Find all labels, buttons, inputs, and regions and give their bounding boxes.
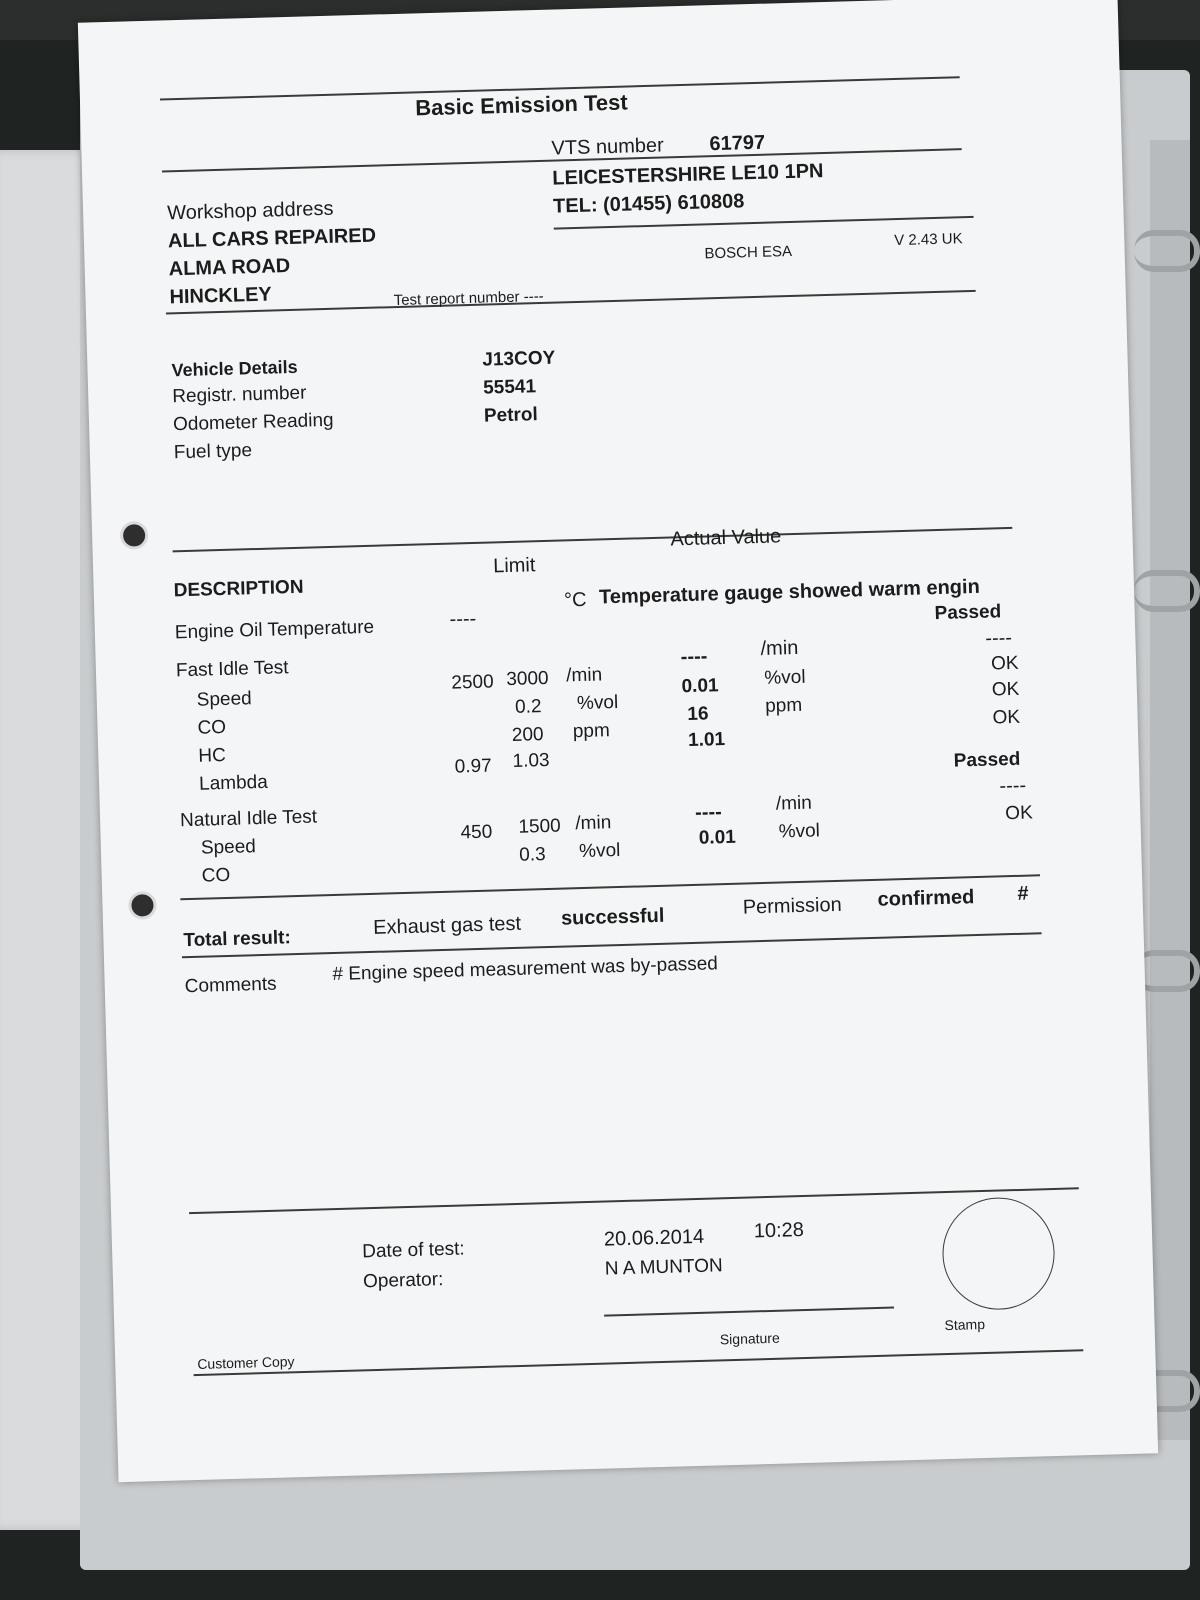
fast-speed-result: OK xyxy=(990,652,1019,675)
lambda-max: 1.03 xyxy=(512,749,550,772)
address-county-postcode: LEICESTERSHIRE LE10 1PN xyxy=(552,160,824,190)
fast-speed-max: 3000 xyxy=(506,667,549,691)
natural-speed-unit: /min xyxy=(575,812,612,835)
natural-idle-result-dash: ---- xyxy=(999,774,1027,798)
signature-line xyxy=(604,1307,894,1317)
software-version: V 2.43 UK xyxy=(893,230,963,250)
lambda-label: Lambda xyxy=(198,771,269,795)
device-name: BOSCH ESA xyxy=(704,242,793,263)
fast-co-result: OK xyxy=(991,678,1020,701)
oil-temperature-label: Engine Oil Temperature xyxy=(174,616,375,644)
natural-speed-actual-unit: /min xyxy=(775,792,813,815)
address-telephone: TEL: (01455) 610808 xyxy=(552,190,745,218)
odometer-value: 55541 xyxy=(482,376,537,399)
punch-hole xyxy=(128,891,157,920)
comments-label: Comments xyxy=(184,973,277,998)
fast-idle-label: Fast Idle Test xyxy=(175,657,289,682)
registration-value: J13COY xyxy=(482,347,556,371)
fast-hc-actual-unit: ppm xyxy=(764,694,803,717)
workshop-name: ALL CARS REPAIRED xyxy=(167,224,377,253)
natural-co-label: CO xyxy=(201,864,231,887)
rule xyxy=(194,1349,1084,1375)
natural-idle-label: Natural Idle Test xyxy=(179,806,318,832)
fast-speed-min: 2500 xyxy=(451,671,494,694)
customer-copy-label: Customer Copy xyxy=(197,1353,295,1372)
binder-ring-top xyxy=(1134,230,1200,272)
test-date: 20.06.2014 xyxy=(603,1225,705,1251)
fast-hc-label: HC xyxy=(198,744,227,767)
fast-speed-label: Speed xyxy=(196,688,253,711)
odometer-label: Odometer Reading xyxy=(172,409,334,436)
fast-idle-actual-dash: ---- xyxy=(680,645,708,669)
fast-hc-limit: 200 xyxy=(511,724,544,746)
fast-hc-actual: 16 xyxy=(687,703,709,726)
natural-speed-result: OK xyxy=(1004,802,1034,825)
operator-name: N A MUNTON xyxy=(604,1255,723,1280)
fast-co-actual: 0.01 xyxy=(681,675,719,698)
fast-idle-result-dash: ---- xyxy=(985,626,1013,650)
rule xyxy=(189,1187,1079,1213)
date-of-test-label: Date of test: xyxy=(361,1238,465,1263)
oil-temperature-result: Passed xyxy=(934,601,1002,625)
fast-co-unit: %vol xyxy=(576,691,619,715)
oil-temperature-note: Temperature gauge showed warm engin xyxy=(598,575,981,609)
exhaust-test-value: successful xyxy=(560,904,665,930)
natural-speed-min: 450 xyxy=(460,821,493,844)
rule xyxy=(173,527,1013,552)
fast-hc-result: OK xyxy=(992,706,1021,729)
fast-co-actual-unit: %vol xyxy=(764,666,806,689)
column-limit: Limit xyxy=(492,554,536,578)
natural-co-actual-unit: %vol xyxy=(778,820,821,843)
vts-number: 61797 xyxy=(709,131,766,156)
natural-co-limit: 0.3 xyxy=(518,844,546,866)
rule xyxy=(166,287,976,314)
rule xyxy=(554,216,974,229)
workshop-town: HINCKLEY xyxy=(169,283,273,309)
fast-co-limit: 0.2 xyxy=(514,696,542,718)
vts-label: VTS number xyxy=(551,134,665,160)
workshop-label: Workshop address xyxy=(166,197,334,225)
test-time: 10:28 xyxy=(753,1219,805,1243)
fast-hc-unit: ppm xyxy=(572,720,611,743)
natural-speed-label: Speed xyxy=(200,836,257,859)
emission-test-document xyxy=(78,0,1158,1482)
rule xyxy=(182,932,1042,958)
permission-value: confirmed xyxy=(877,886,975,911)
binder-ring-middle xyxy=(1134,570,1200,612)
fast-idle-actual-unit: /min xyxy=(760,636,799,660)
fuel-type-label: Fuel type xyxy=(173,440,253,464)
signature-label: Signature xyxy=(719,1329,780,1348)
test-report-number: Test report number ---- xyxy=(393,287,544,310)
stamp-label: Stamp xyxy=(944,1315,986,1334)
oil-temperature-unit: °C xyxy=(563,588,587,612)
natural-speed-actual: ---- xyxy=(694,801,723,824)
column-actual-value: Actual Value xyxy=(670,525,782,551)
permission-label: Permission xyxy=(742,893,842,919)
page-title: Basic Emission Test xyxy=(414,89,628,121)
lambda-min: 0.97 xyxy=(454,755,493,778)
total-result-label: Total result: xyxy=(183,927,292,952)
column-description: DESCRIPTION xyxy=(173,576,304,602)
exhaust-test-label: Exhaust gas test xyxy=(372,912,522,939)
natural-speed-max: 1500 xyxy=(518,815,562,838)
registration-label: Registr. number xyxy=(172,382,307,408)
punch-hole xyxy=(120,521,149,550)
operator-label: Operator: xyxy=(362,1269,444,1293)
workshop-street: ALMA ROAD xyxy=(168,254,291,281)
fast-speed-unit: /min xyxy=(565,664,603,687)
vehicle-details-heading: Vehicle Details xyxy=(171,356,298,381)
fuel-type-value: Petrol xyxy=(483,404,539,427)
permission-hash: # xyxy=(1017,882,1029,905)
comment-text: # Engine speed measurement was by-passed xyxy=(332,953,719,986)
lambda-actual: 1.01 xyxy=(687,729,726,752)
oil-temperature-limit: ---- xyxy=(449,607,477,631)
fast-co-label: CO xyxy=(197,716,227,739)
punched-strip xyxy=(1150,140,1190,1440)
natural-co-actual: 0.01 xyxy=(698,826,737,849)
fast-idle-result: Passed xyxy=(953,748,1021,772)
natural-co-unit: %vol xyxy=(578,839,621,863)
stamp-area xyxy=(941,1196,1056,1311)
